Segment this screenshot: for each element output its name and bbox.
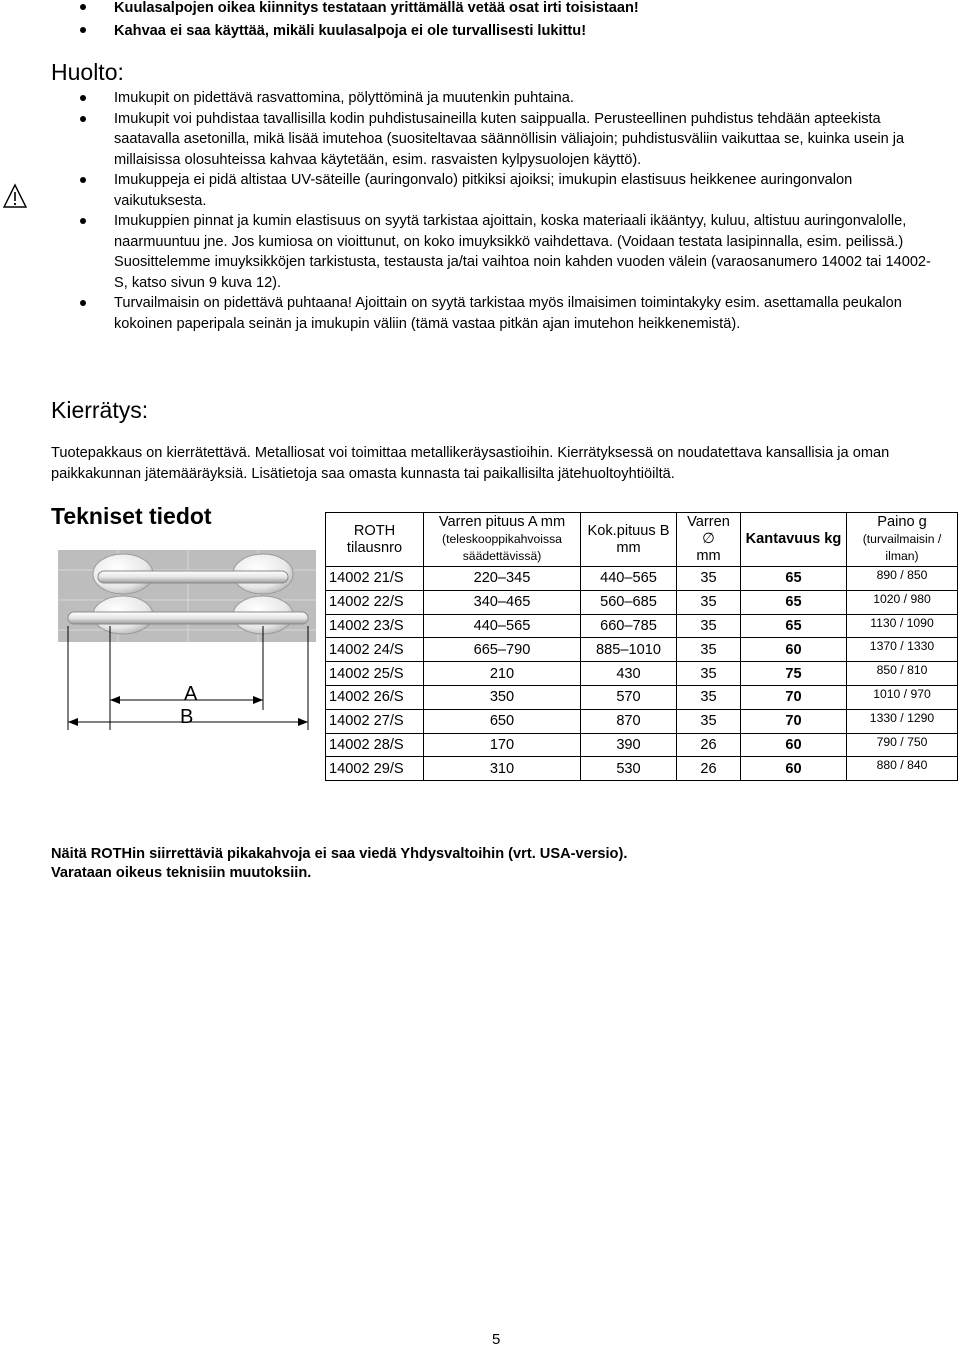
cell-length-a: 170	[424, 733, 581, 757]
cell-order-number: 14002 29/S	[326, 757, 424, 781]
list-item: Imukupit on pidettävä rasvattomina, pölyttöminä ja muutenkin puhtaina.	[52, 88, 932, 109]
cell-load: 65	[741, 590, 847, 614]
header-text: (teleskooppikahvoissa säädettävissä)	[442, 532, 562, 563]
recycling-heading: Kierrätys:	[51, 397, 149, 423]
header-order-number	[326, 513, 424, 567]
table-header-row	[326, 513, 958, 567]
spec-table-body	[326, 567, 958, 781]
header-text: Varren	[687, 514, 730, 530]
cell-length-b: 530	[581, 757, 677, 781]
cell-length-a: 650	[424, 709, 581, 733]
rights-note: Varataan oikeus teknisiin muutoksiin.	[51, 865, 312, 881]
cell-length-b: 560–685	[581, 590, 677, 614]
header-length-a	[424, 513, 581, 567]
list-item: Imukuppien pinnat ja kumin elastisuus on syytä tarkistaa ajoittain, koska materiaali ikääntyy, kuluu, altistuu auringonvalolle, naarmuuntuu jne. Jos kumiosa on vioittunut, on koko imuyksikkö vaihdettava. (Voidaan testata lasipinnalla, esim. peilissä.) Suosittelemme imuyksikköjen tarkistusta, testausta ja/tai vaihtoa noin kahden vuoden välein (varaosanumero 14002 tai 14002-S, katso sivun 9 kuva 12).	[52, 211, 932, 293]
cell-length-b: 660–785	[581, 614, 677, 638]
cell-length-a: 220–345	[424, 567, 581, 591]
cell-load: 65	[741, 614, 847, 638]
recycling-text: Tuotepakkaus on kierrätettävä. Metalliosat voi toimittaa metallikeräysastioihin. Kierrätyksessä on noudatettava kansallisia ja oman paikkakunnan jätemääräyksiä. Lisätietoja saa omasta kunnasta tai paikallisilta jätehuoltoyhtiöiltä.	[51, 445, 890, 482]
cell-weight: 1010 / 970	[847, 685, 958, 709]
cell-order-number: 14002 25/S	[326, 662, 424, 686]
list-item: Imukuppeja ei pidä altistaa UV-säteille (auringonvalo) pitkiksi ajoiksi; imukupin elastisuus heikkenee auringonvalon vaikutuksesta.	[52, 170, 932, 211]
header-text: (turvailmaisin / ilman)	[862, 532, 942, 563]
table-row	[326, 590, 958, 614]
cell-order-number: 14002 26/S	[326, 685, 424, 709]
cell-order-number: 14002 27/S	[326, 709, 424, 733]
cell-weight: 850 / 810	[847, 662, 958, 686]
cell-load: 70	[741, 709, 847, 733]
table-row	[326, 709, 958, 733]
spec-table	[325, 512, 958, 781]
table-row	[326, 614, 958, 638]
cell-diameter: 26	[677, 733, 741, 757]
header-text: Varren pituus A mm	[438, 514, 566, 530]
footer-note	[51, 845, 627, 883]
cell-diameter: 35	[677, 567, 741, 591]
list-item: Kahvaa ei saa käyttää, mikäli kuulasalpoja ei ole turvallisesti lukittu!	[52, 20, 932, 43]
cell-diameter: 35	[677, 685, 741, 709]
header-text: ROTH	[353, 522, 396, 539]
cell-length-a: 440–565	[424, 614, 581, 638]
cell-order-number: 14002 28/S	[326, 733, 424, 757]
cell-length-b: 390	[581, 733, 677, 757]
export-note: Näitä ROTHin siirrettäviä pikakahvoja ei saa viedä Yhdysvaltoihin (vrt. USA-versio).	[51, 846, 628, 862]
cell-weight: 890 / 850	[847, 567, 958, 591]
cell-length-a: 340–465	[424, 590, 581, 614]
warning-triangle-icon	[2, 183, 28, 209]
table-row	[326, 685, 958, 709]
list-item: Imukupit voi puhdistaa tavallisilla kodin puhdistusaineilla kuten saippualla. Perusteellinen puhdistus tehdään apteekista saatavalla asetonilla, mikä lisää imutehoa (suositeltavaa säännöllisin väliajoin; puhdistusväliin vaikuttaa se, kuinka usein ja millaisissa olosuhteissa kahvaa käytetään, esim. rasvaisten kylpysuolojen käyttö).	[52, 109, 932, 171]
header-text: mm	[616, 539, 641, 556]
cell-load: 60	[741, 638, 847, 662]
cell-length-b: 870	[581, 709, 677, 733]
cell-load: 60	[741, 733, 847, 757]
table-row	[326, 733, 958, 757]
top-warning-list	[52, 0, 932, 43]
cell-length-a: 665–790	[424, 638, 581, 662]
cell-diameter: 35	[677, 614, 741, 638]
cell-order-number: 14002 21/S	[326, 567, 424, 591]
list-item: Turvailmaisin on pidettävä puhtaana! Ajoittain on syytä tarkistaa myös ilmaisimen toimintakyky esim. asettamalla peukalon kokoinen paperipala seinän ja imukupin väliin (tämä vastaa pitkän ajan imutehon heikkenemistä).	[52, 293, 932, 334]
cell-diameter: 35	[677, 590, 741, 614]
cell-length-a: 350	[424, 685, 581, 709]
cell-weight: 1330 / 1290	[847, 709, 958, 733]
table-row	[326, 638, 958, 662]
cell-weight: 790 / 750	[847, 733, 958, 757]
header-text: mm	[696, 548, 721, 564]
cell-length-b: 440–565	[581, 567, 677, 591]
cell-length-a: 210	[424, 662, 581, 686]
tech-heading: Tekniset tiedot	[51, 503, 212, 529]
cell-length-b: 430	[581, 662, 677, 686]
cell-order-number: 14002 23/S	[326, 614, 424, 638]
cell-diameter: 35	[677, 709, 741, 733]
maintenance-heading: Huolto:	[51, 59, 124, 85]
cell-weight: 1370 / 1330	[847, 638, 958, 662]
header-diameter	[677, 513, 741, 567]
header-load: Kantavuus kg	[741, 513, 847, 567]
cell-diameter: 26	[677, 757, 741, 781]
table-row	[326, 567, 958, 591]
diameter-symbol: ∅	[702, 531, 715, 547]
cell-diameter: 35	[677, 662, 741, 686]
product-photo	[58, 550, 316, 733]
header-text: Kok.pituus B	[587, 522, 670, 539]
page-number: 5	[492, 1331, 501, 1348]
list-item: Kuulasalpojen oikea kiinnitys testataan yrittämällä vetää osat irti toisistaan!	[52, 0, 932, 20]
cell-load: 70	[741, 685, 847, 709]
cell-weight: 1130 / 1090	[847, 614, 958, 638]
maintenance-list	[52, 88, 932, 334]
cell-order-number: 14002 24/S	[326, 638, 424, 662]
cell-order-number: 14002 22/S	[326, 590, 424, 614]
header-text: Paino g	[877, 514, 927, 530]
cell-length-b: 885–1010	[581, 638, 677, 662]
cell-length-a: 310	[424, 757, 581, 781]
cell-weight: 880 / 840	[847, 757, 958, 781]
dimension-a-label: A	[184, 683, 198, 705]
cell-diameter: 35	[677, 638, 741, 662]
table-row	[326, 757, 958, 781]
cell-load: 75	[741, 662, 847, 686]
header-text: tilausnro	[346, 539, 403, 556]
cell-load: 60	[741, 757, 847, 781]
header-weight	[847, 513, 958, 567]
cell-length-b: 570	[581, 685, 677, 709]
cell-weight: 1020 / 980	[847, 590, 958, 614]
header-length-b	[581, 513, 677, 567]
table-row	[326, 662, 958, 686]
cell-load: 65	[741, 567, 847, 591]
dimension-b-label: B	[180, 706, 194, 728]
